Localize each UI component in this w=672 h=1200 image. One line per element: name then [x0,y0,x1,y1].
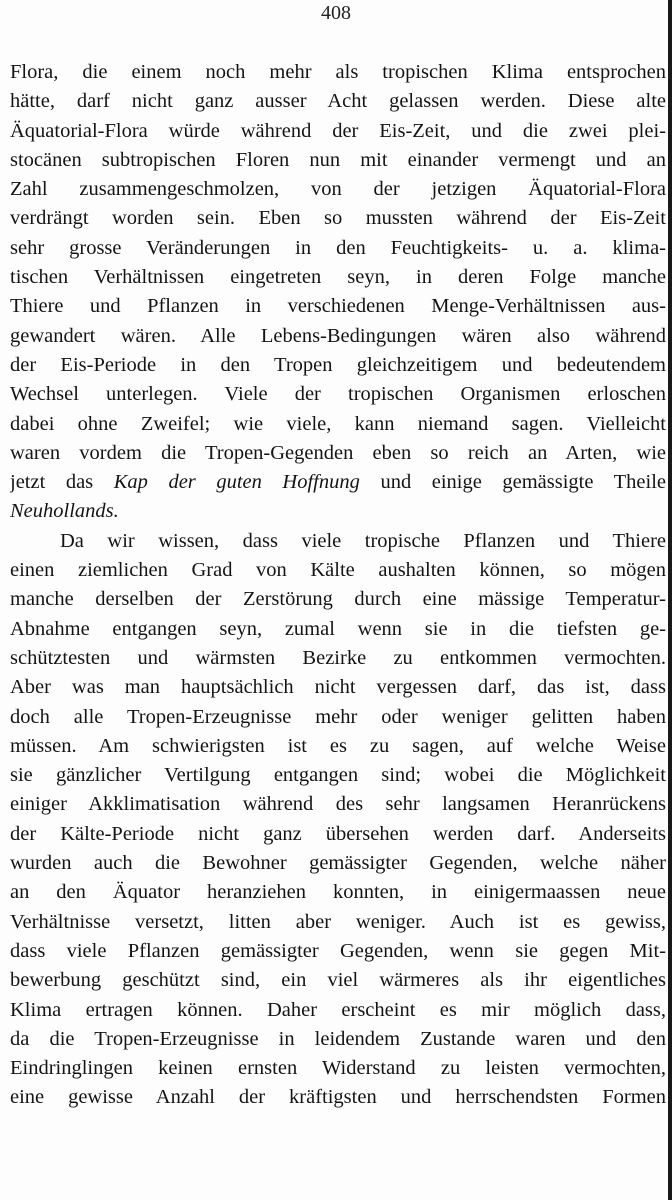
text-line: da die Tropen-Erzeugnisse in leidendem Zustande waren und den [10,1027,666,1050]
text-line: tischen Verhältnissen eingetreten seyn, in deren Folge manche [10,266,666,289]
text-line: einiger Akklimatisation während des sehr langsamen Heranrückens [10,793,666,816]
text-line: Eindringlingen keinen ernsten Widerstand zu leisten vermochten, [10,1057,666,1080]
text-fragment: und einige gemässigte Theile [380,471,666,494]
text-line: Äquatorial-Flora würde während der Eis-Zeit, und die zwei plei- [10,119,666,142]
text-line: doch alle Tropen-Erzeugnisse mehr oder weniger gelitten haben [10,705,666,728]
text-line: Verhältnisse versetzt, litten aber weniger. Auch ist es gewiss, [10,910,666,933]
text-line: waren vordem die Tropen-Gegenden eben so reich an Arten, wie [10,441,666,464]
text-line: bewerbung geschützt sind, ein viel wärmeres als ihr eigentliches [10,969,666,992]
text-line: einen ziemlichen Grad von Kälte aushalten können, so mögen [10,559,666,582]
text-line: Wechsel unterlegen. Viele der tropischen Organismen erloschen [10,383,666,406]
text-line: dabei ohne Zweifel; wie viele, kann niemand sagen. Vielleicht [10,412,666,435]
text-line: Abnahme entgangen seyn, zumal wenn sie in die tiefsten ge- [10,617,666,640]
text-line: Zahl zusammengeschmolzen, von der jetzigen Äquatorial-Flora [10,178,666,201]
text-line: schütztesten und wärmsten Bezirke zu entkommen vermochten. [10,646,666,669]
text-line: verdrängt worden sein. Eben so mussten während der Eis-Zeit [10,207,666,230]
text-line: manche derselben der Zerstörung durch eine mässige Temperatur- [10,588,666,611]
page-number: 408 [321,2,351,24]
text-line: dass viele Pflanzen gemässigter Gegenden, wenn sie gegen Mit- [10,939,666,962]
text-line: Flora, die einem noch mehr als tropischen Klima entsprochen [10,61,666,83]
italic-place-name: Neuhollands. [10,500,119,523]
text-line: der Kälte-Periode nicht ganz übersehen werden darf. Anderseits [10,822,666,845]
text-line [10,468,666,497]
text-line: wurden auch die Bewohner gemässigter Gegenden, welche näher [10,852,666,875]
text-line: Thiere und Pflanzen in verschiedenen Menge-Verhältnissen aus- [10,295,666,318]
italic-place-name: Kap der guten Hoffnung [113,471,360,494]
text-fragment: jetzt das [10,471,94,494]
body-text [10,58,666,1113]
text-line: müssen. Am schwierigsten ist es zu sagen, auf welche Weise [10,734,666,757]
text-line: eine gewisse Anzahl der kräftigsten und herrschendsten Formen [10,1086,666,1109]
page-edge-shadow [668,0,672,1200]
text-line: an den Äquator heranziehen konnten, in einigermaassen neue [10,881,666,904]
text-line: gewandert wären. Alle Lebens-Bedingungen wären also während [10,324,666,347]
text-line: Da wir wissen, dass viele tropische Pflanzen und Thiere [60,529,666,552]
text-line: Aber was man hauptsächlich nicht vergessen darf, das ist, dass [10,676,666,699]
text-line: hätte, darf nicht ganz ausser Acht gelassen werden. Diese alte [10,90,666,113]
text-line: stocänen subtropischen Floren nun mit einander vermengt und an [10,148,666,171]
text-line [10,497,666,526]
text-line: der Eis-Periode in den Tropen gleichzeitigem und bedeutendem [10,353,666,376]
text-line: Klima ertragen können. Daher erscheint es mir möglich dass, [10,998,666,1021]
text-line: sie gänzlicher Vertilgung entgangen sind; wobei die Möglichkeit [10,764,666,787]
text-line: sehr grosse Veränderungen in den Feuchtigkeits- u. a. klima- [10,236,666,259]
